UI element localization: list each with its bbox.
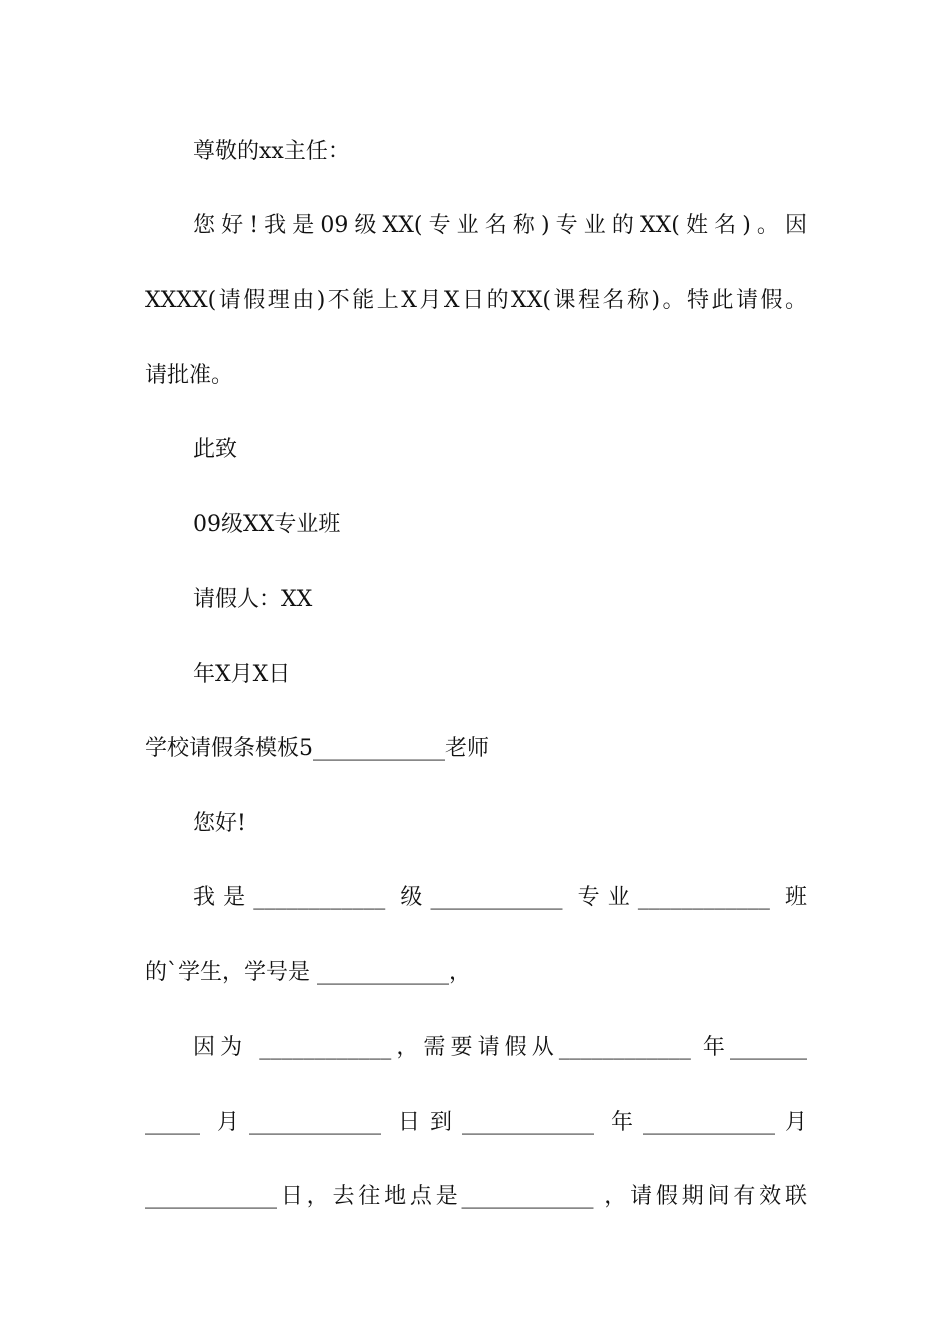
body-line-1: 您好!我是09级XX(专业名称)专业的XX(姓名)。因	[193, 213, 807, 238]
closing: 此致	[193, 437, 238, 462]
signature-applicant: 请假人：XX	[193, 587, 313, 612]
form-line-4: _____ 月____________ 日到____________ 年____________月	[145, 1110, 807, 1135]
body-line-3: 请批准。	[145, 363, 234, 388]
form-line-3: 因为 ____________，需要请假从____________ 年_______	[193, 1035, 807, 1060]
signature-date: 年X月X日	[193, 662, 291, 687]
form-line-5: ____________日，去往地点是____________ ，请假期间有效联	[145, 1184, 807, 1209]
greeting: 您好!	[193, 811, 246, 836]
salutation: 尊敬的xx主任：	[193, 139, 350, 164]
form-line-1: 我是____________ 级____________ 专业____________ 班	[193, 885, 807, 910]
template-heading: 学校请假条模板5____________老师	[145, 736, 489, 761]
signature-class: 09级XX专业班	[193, 512, 341, 537]
body-line-2: XXXX(请假理由)不能上X月X日的XX(课程名称)。特此请假。	[145, 288, 807, 313]
form-line-2: 的`学生，学号是 ____________，	[145, 960, 471, 985]
